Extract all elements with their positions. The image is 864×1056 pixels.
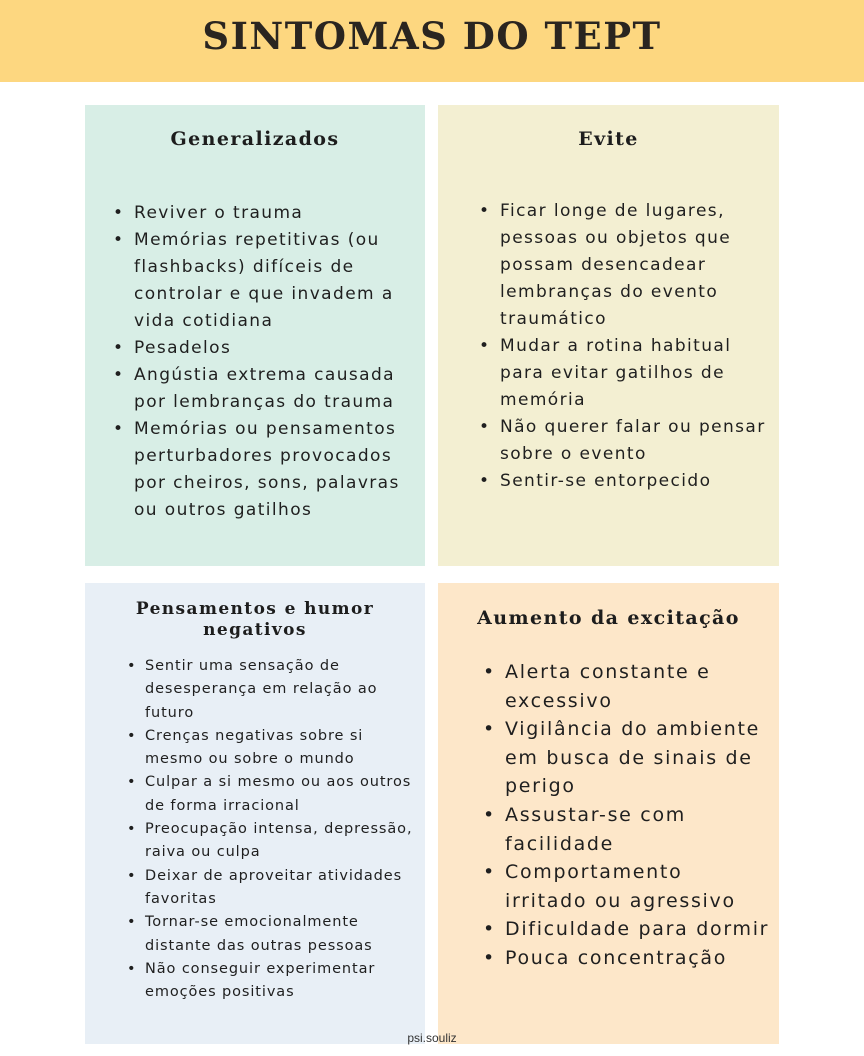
panel-title: Generalizados	[170, 128, 340, 150]
list-item: • Assustar-se com facilidade	[505, 801, 770, 858]
list-item: • Não querer falar ou pensar sobre o evento	[500, 414, 776, 468]
symptom-list	[505, 658, 770, 973]
panel-evite	[438, 105, 779, 566]
list-item: • Pouca concentração	[505, 944, 770, 973]
list-item: • Memórias repetitivas (ou flashbacks) difíceis de controlar e que invadem a vida cotidiana	[134, 227, 419, 335]
list-item: • Culpar a si mesmo ou aos outros de forma irracional	[145, 771, 423, 818]
list-item: • Mudar a rotina habitual para evitar gatilhos de memória	[500, 333, 776, 414]
list-item: • Angústia extrema causada por lembranças do trauma	[134, 362, 419, 416]
list-item: • Não conseguir experimentar emoções positivas	[145, 958, 423, 1005]
list-item: • Dificuldade para dormir	[505, 915, 770, 944]
list-item: • Sentir uma sensação de desesperança em relação ao futuro	[145, 655, 423, 725]
list-item: • Sentir-se entorpecido	[500, 468, 776, 495]
list-item: • Deixar de aproveitar atividades favoritas	[145, 865, 423, 912]
list-item: • Tornar-se emocionalmente distante das outras pessoas	[145, 911, 423, 958]
list-item: • Crenças negativas sobre si mesmo ou sobre o mundo	[145, 725, 423, 772]
list-item: • Reviver o trauma	[134, 200, 419, 227]
panel-title: Aumento da excitação	[477, 607, 740, 629]
list-item: • Preocupação intensa, depressão, raiva ou culpa	[145, 818, 423, 865]
title-banner	[0, 0, 864, 82]
panel-title: Evite	[578, 128, 639, 150]
panel-pensamentos-humor	[85, 583, 425, 1044]
panel-generalizados	[85, 105, 425, 566]
list-item: • Memórias ou pensamentos perturbadores provocados por cheiros, sons, palavras ou outros gatilhos	[134, 416, 419, 524]
list-item: • Comportamento irritado ou agressivo	[505, 858, 770, 915]
symptom-list	[145, 655, 423, 1004]
panel-aumento-excitacao	[438, 583, 779, 1044]
list-item: • Ficar longe de lugares, pessoas ou objetos que possam desencadear lembranças do evento traumático	[500, 198, 776, 333]
symptom-list	[134, 200, 419, 524]
panel-title: Pensamentos e humor negativos	[135, 599, 375, 640]
list-item: • Alerta constante e excessivo	[505, 658, 770, 715]
page-title: SINTOMAS DO TEPT	[202, 14, 662, 58]
list-item: • Vigilância do ambiente em busca de sinais de perigo	[505, 715, 770, 801]
list-item: • Pesadelos	[134, 335, 419, 362]
author-credit: psi.souliz	[407, 1031, 457, 1045]
symptom-list	[500, 198, 776, 495]
